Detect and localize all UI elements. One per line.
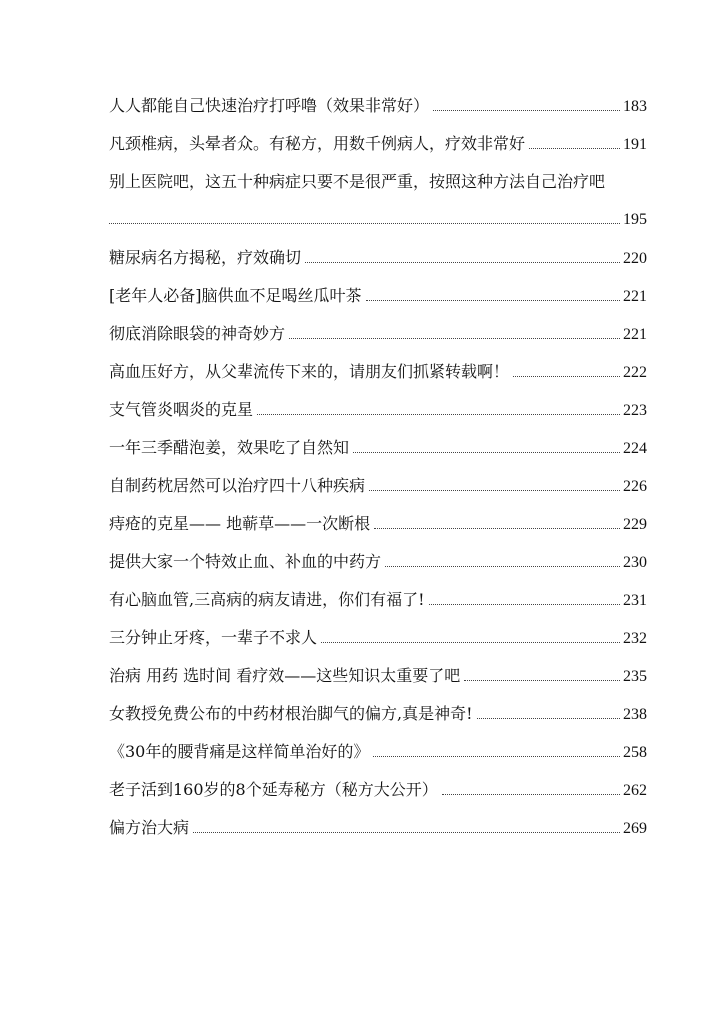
toc-entry[interactable] — [109, 703, 647, 741]
toc-entry-page: 258 — [623, 744, 647, 761]
toc-entry-title: 凡颈椎病，头晕者众。有秘方，用数千例病人，疗效非常好 — [109, 134, 526, 153]
toc-entry-title: 高血压好方，从父辈流传下来的，请朋友们抓紧转载啊！ — [109, 362, 510, 381]
toc-entry-page: 229 — [623, 516, 647, 533]
dot-leader — [477, 718, 620, 719]
toc-entry-title: 别上医院吧，这五十种病症只要不是很严重，按照这种方法自己治疗吧 — [109, 172, 606, 191]
toc-entry[interactable] — [109, 323, 647, 361]
toc-entry-title: 痔疮的克星—— 地蕲草——一次断根 — [109, 514, 371, 533]
dot-leader — [193, 832, 620, 833]
toc-entry-page: 224 — [623, 440, 647, 457]
toc-entry-title: 《30年的腰背痛是这样简单治好的》 — [109, 742, 370, 761]
toc-entry-title: 糖尿病名方揭秘，疗效确切 — [109, 248, 302, 267]
toc-entry-title: 老子活到160岁的8个延寿秘方（秘方大公开） — [109, 780, 438, 799]
dot-leader — [353, 452, 620, 453]
dot-leader — [464, 680, 620, 681]
toc-entry[interactable] — [109, 741, 647, 779]
table-of-contents — [109, 95, 647, 855]
toc-entry[interactable] — [109, 437, 647, 475]
toc-entry-title: 一年三季醋泡姜，效果吃了自然知 — [109, 438, 350, 457]
toc-entry-page: 220 — [623, 250, 647, 267]
toc-entry-page: 195 — [623, 211, 647, 228]
toc-entry-title: [老年人必备]脑供血不足喝丝瓜叶茶 — [109, 286, 362, 305]
toc-entry-title: 偏方治大病 — [109, 818, 190, 837]
dot-leader — [109, 223, 620, 224]
toc-entry-page: 226 — [623, 478, 647, 495]
toc-entry-page: 221 — [623, 288, 647, 305]
toc-entry-page: 238 — [623, 706, 647, 723]
dot-leader — [369, 490, 620, 491]
toc-entry-page: 231 — [623, 592, 647, 609]
dot-leader — [442, 794, 620, 795]
toc-entry[interactable] — [109, 285, 647, 323]
dot-leader — [385, 566, 620, 567]
toc-entry-title: 有心脑血管,三高病的病友请进，你们有福了! — [109, 590, 425, 609]
toc-entry-title: 支气管炎咽炎的克星 — [109, 400, 254, 419]
toc-entry[interactable] — [109, 247, 647, 285]
toc-entry[interactable] — [109, 551, 647, 589]
toc-entry-title: 治病 用药 选时间 看疗效——这些知识太重要了吧 — [109, 666, 461, 685]
dot-leader — [433, 110, 620, 111]
toc-entry[interactable] — [109, 475, 647, 513]
toc-entry-title: 彻底消除眼袋的神奇妙方 — [109, 324, 286, 343]
toc-entry[interactable] — [109, 779, 647, 817]
toc-entry[interactable] — [109, 589, 647, 627]
toc-entry[interactable] — [109, 171, 647, 247]
dot-leader — [529, 148, 620, 149]
toc-entry[interactable] — [109, 95, 647, 133]
toc-entry-title: 三分钟止牙疼，一辈子不求人 — [109, 628, 318, 647]
toc-entry[interactable] — [109, 627, 647, 665]
toc-entry-page: 232 — [623, 630, 647, 647]
toc-entry-title: 女教授免费公布的中药材根治脚气的偏方,真是神奇! — [109, 704, 473, 723]
toc-entry-title: 自制药枕居然可以治疗四十八种疾病 — [109, 476, 366, 495]
dot-leader — [305, 262, 620, 263]
toc-entry[interactable] — [109, 817, 647, 855]
toc-entry-title: 人人都能自己快速治疗打呼噜（效果非常好） — [109, 96, 430, 115]
toc-entry-page: 235 — [623, 668, 647, 685]
dot-leader — [513, 376, 620, 377]
toc-entry-title: 提供大家一个特效止血、补血的中药方 — [109, 552, 382, 571]
dot-leader — [257, 414, 620, 415]
toc-entry-page: 230 — [623, 554, 647, 571]
dot-leader — [429, 604, 620, 605]
dot-leader — [289, 338, 620, 339]
toc-entry-page: 269 — [623, 820, 647, 837]
dot-leader — [321, 642, 620, 643]
toc-entry-page: 183 — [623, 98, 647, 115]
toc-entry[interactable] — [109, 399, 647, 437]
toc-entry-page: 221 — [623, 326, 647, 343]
toc-entry[interactable] — [109, 665, 647, 703]
dot-leader — [373, 756, 620, 757]
toc-entry-page: 223 — [623, 402, 647, 419]
toc-entry-page: 191 — [623, 136, 647, 153]
toc-entry[interactable] — [109, 133, 647, 171]
dot-leader — [374, 528, 620, 529]
toc-entry[interactable] — [109, 513, 647, 551]
toc-entry[interactable] — [109, 361, 647, 399]
toc-entry-page: 262 — [623, 782, 647, 799]
dot-leader — [366, 300, 621, 301]
toc-entry-page: 222 — [623, 364, 647, 381]
